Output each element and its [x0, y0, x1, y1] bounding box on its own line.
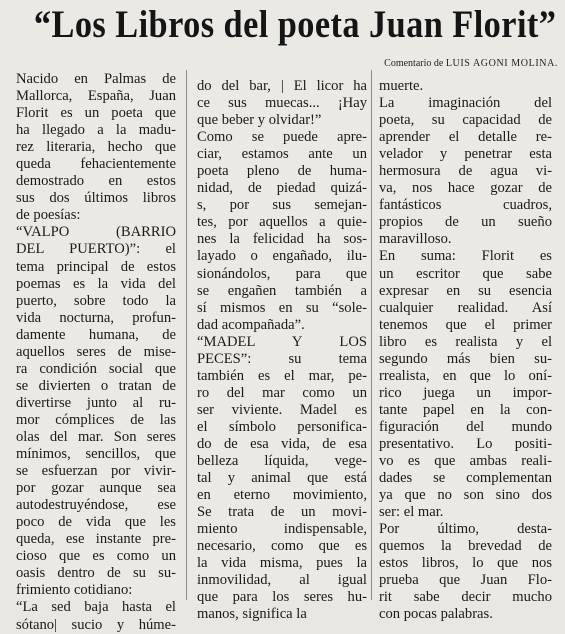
- text-line: inmovilidad, al igual: [197, 572, 367, 589]
- text-line: con pocas palabras.: [379, 606, 493, 623]
- text-line: poeta, su capacidad de: [379, 112, 552, 129]
- text-line: rrealista, en que lo oní-: [379, 367, 552, 384]
- text-line: también es el mar, pe-: [197, 367, 367, 384]
- text-line: segundo más bien su-: [379, 350, 552, 367]
- text-line: ra condición social que: [16, 360, 176, 377]
- article-column-3: [379, 78, 552, 624]
- text-line: cualquier realidad. Así: [379, 299, 552, 316]
- text-line: do de esa vida, de esa: [197, 435, 367, 452]
- text-line: hermosura de agua vi-: [379, 163, 552, 180]
- text-line: se esfuerzan por vivir-: [16, 463, 176, 480]
- text-line: tal y animal que está: [197, 470, 367, 487]
- text-line: vo es que ambas reali-: [379, 453, 552, 470]
- text-line: ce sus muecas... ¡Hay: [197, 95, 367, 112]
- text-line: “MADEL Y LOS: [197, 333, 367, 350]
- text-line: autodestruyéndose, ese: [16, 497, 176, 514]
- text-line: dad acompañada”.: [197, 316, 305, 333]
- byline: [258, 58, 558, 69]
- text-line: PECES”: su tema: [197, 350, 367, 367]
- text-line: ser: el mar.: [379, 504, 444, 521]
- text-line: libro es realista y el: [379, 333, 552, 350]
- text-line: poeta pleno de huma-: [197, 163, 367, 180]
- text-line: divertirse junto al ru-: [16, 394, 176, 411]
- text-line: layado o engañado, ilu-: [197, 248, 367, 265]
- text-line: Mallorca, España, Juan: [16, 88, 176, 105]
- text-line: sótano| sucio y húme-: [16, 616, 176, 633]
- text-line: nidad, de piedad quizá-: [197, 180, 367, 197]
- text-line: La imaginación del: [379, 95, 552, 112]
- text-line: el símbolo personifica-: [197, 418, 367, 435]
- text-line: que beber y olvidar!”: [197, 112, 322, 129]
- text-line: frimiento cotidiano:: [16, 582, 133, 599]
- text-line: ro del mar como un: [197, 384, 367, 401]
- text-line: ciar, estamos ante un: [197, 146, 367, 163]
- text-line: manos, significa la: [197, 606, 307, 623]
- text-line: quemos la brevedad de: [379, 538, 552, 555]
- text-line: mínimos, sencillos, que: [16, 446, 176, 463]
- text-line: Como se puede apre-: [197, 129, 367, 146]
- text-line: tenemos que el primer: [379, 316, 552, 333]
- text-line: maravilloso.: [379, 231, 452, 248]
- text-line: tes, por aquellos a quie-: [197, 214, 367, 231]
- text-line: la vida misma, pues la: [197, 555, 367, 572]
- text-line: s, por sus semejan-: [197, 197, 367, 214]
- text-line: queda fehacientemente: [16, 156, 176, 173]
- text-line: nes la felicidad ha sos-: [197, 231, 367, 248]
- article-column-2: [197, 78, 367, 624]
- text-line: oasis dentro de su su-: [16, 565, 176, 582]
- text-line: aprender el detalle re-: [379, 129, 552, 146]
- text-line: propios de un sueño: [379, 214, 552, 231]
- text-line: mor cómplices de las: [16, 411, 176, 428]
- text-line: va, nos hace gozar de: [379, 180, 552, 197]
- text-line: DEL PUERTO)”: el: [16, 241, 176, 258]
- text-line: vida nocturna, profun-: [16, 309, 176, 326]
- text-line: puerto, sobre todo la: [16, 292, 176, 309]
- text-line: fantásticos cuadros,: [379, 197, 552, 214]
- text-line: muerte.: [379, 78, 424, 94]
- byline-prefix: Comentario de: [384, 58, 444, 69]
- byline-author: LUIS AGONI MOLINA.: [445, 58, 558, 69]
- text-line: Por último, desta-: [379, 521, 552, 538]
- text-line: por gozar aunque sea: [16, 480, 176, 497]
- text-line: belleza líquida, vege-: [197, 453, 367, 470]
- text-line: do del bar, | El licor ha: [197, 78, 367, 94]
- text-line: sus dos últimos libros: [16, 190, 176, 207]
- text-line: rico juega un impor-: [379, 384, 552, 401]
- text-line: expresar en su esencia: [379, 282, 552, 299]
- text-line: prueba que Juan Flo-: [379, 572, 552, 589]
- text-line: se divierten o tratan de: [16, 377, 176, 394]
- text-line: miento indispensable,: [197, 521, 367, 538]
- text-line: “VALPO (BARRIO: [16, 224, 176, 241]
- text-line: damente humana, de: [16, 326, 176, 343]
- text-line: de poesías:: [16, 207, 81, 224]
- text-line: poemas es la vida del: [16, 275, 176, 292]
- article-headline: “Los Libros del poeta Juan Florit”: [33, 3, 557, 46]
- text-line: tema principal de estos: [16, 258, 176, 275]
- text-line: sionándolos, para que: [197, 265, 367, 282]
- text-line: demostrado en estos: [16, 173, 176, 190]
- text-line: presentativo. Lo positi-: [379, 435, 552, 452]
- text-line: en eterno movimiento,: [197, 487, 367, 504]
- text-line: ya que no son sino dos: [379, 487, 552, 504]
- text-line: estos libros, lo que nos: [379, 555, 552, 572]
- text-line: ser viviente. Madel es: [197, 401, 367, 418]
- text-line: necesario, como que es: [197, 538, 367, 555]
- text-line: En suma: Florit es: [379, 248, 552, 265]
- text-line: olas del mar. Son seres: [16, 428, 176, 445]
- text-line: que para los seres hu-: [197, 589, 367, 606]
- text-line: Nacido en Palmas de: [16, 71, 176, 87]
- text-line: dades se complementan: [379, 470, 552, 487]
- column-divider: [371, 70, 372, 600]
- text-line: tante papel en la con-: [379, 401, 552, 418]
- column-divider: [186, 70, 187, 600]
- text-line: un escritor que sabe: [379, 265, 552, 282]
- text-line: cioso que es como un: [16, 548, 176, 565]
- text-line: figuración del mundo: [379, 418, 552, 435]
- text-line: Florit es un poeta que: [16, 105, 176, 122]
- text-line: sí mismos en su “sole-: [197, 299, 367, 316]
- text-line: poco de vida que les: [16, 514, 176, 531]
- text-line: velador y penetrar esta: [379, 146, 552, 163]
- text-line: se engañen también a: [197, 282, 367, 299]
- text-line: rit sabe decir mucho: [379, 589, 552, 606]
- text-line: Se trata de un movi-: [197, 504, 367, 521]
- text-line: aquellos seres de mise-: [16, 343, 176, 360]
- text-line: rez literaria, hecho que: [16, 139, 176, 156]
- article-column-1: [16, 71, 176, 634]
- text-line: ha llegado a la madu-: [16, 122, 176, 139]
- text-line: queda, ese instante pre-: [16, 531, 176, 548]
- text-line: “La sed baja hasta el: [16, 599, 176, 616]
